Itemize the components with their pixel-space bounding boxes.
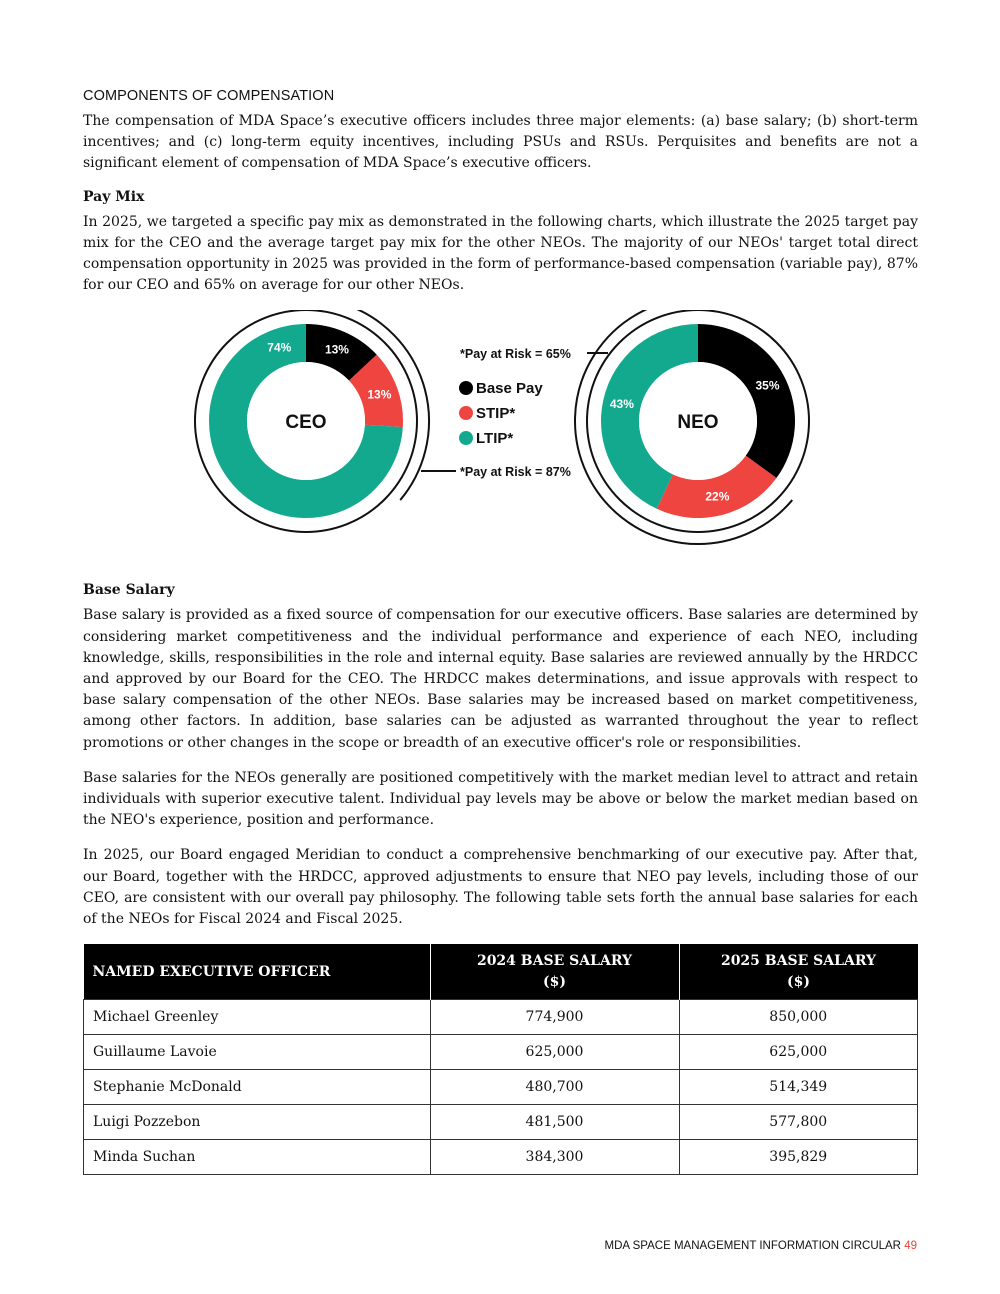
column-header-officer: NAMED EXECUTIVE OFFICER — [84, 944, 431, 1000]
base-salary-paragraph-2: Base salaries for the NEOs generally are positioned competitively with the market median level to attract and retain individuals with superior executive talent. Individual pay levels may be above or below the market median based on the NEO's experience, position and performance. — [83, 769, 918, 829]
intro-paragraph: The compensation of MDA Space’s executive officers includes three major elements: (a) base salary; (b) short-term incentives; and (c) long-term equity incentives, including PSUs and RSUs. Perquisites and benefits are not a significant element of compensation of MDA Space’s executive officers. — [83, 113, 918, 172]
legend-swatch — [459, 381, 473, 395]
slice-label: 74% — [267, 341, 292, 356]
table-row — [84, 1105, 918, 1140]
slice-label: 13% — [367, 388, 392, 403]
officer-name: Luigi Pozzebon — [84, 1105, 431, 1140]
salary-2024: 774,900 — [430, 1000, 679, 1035]
column-header-2025: 2025 BASE SALARY ($) — [679, 944, 918, 1000]
salary-2024: 384,300 — [430, 1140, 679, 1175]
salary-2025: 625,000 — [679, 1035, 918, 1070]
base-salary-paragraph-1: Base salary is provided as a fixed source of compensation for our executive officers. Base salaries are determined by considering market competitiveness and the individual performance and experience of each NEO, including knowledge, skills, responsibilities in the role and internal equity. Base salaries are reviewed annually by the HRDCC and approved by our Board for the CEO. The HRDCC makes determinations, and issue approvals with respect to base salary compensation of the other NEOs. Base salaries may be increased based on market competitiveness, among other factors. In addition, base salaries can be adjusted as warranted throughout the year to reflect promotions or other changes in the scope or breadth of an executive officer's role or responsibilities. — [83, 607, 918, 751]
salary-2024: 625,000 — [430, 1035, 679, 1070]
page-footer — [605, 1240, 917, 1252]
officer-name: Minda Suchan — [84, 1140, 431, 1175]
table-header-row — [84, 944, 918, 1000]
salary-2025: 577,800 — [679, 1105, 918, 1140]
legend-label: Base Pay — [476, 380, 543, 398]
officer-name: Stephanie McDonald — [84, 1070, 431, 1105]
neo-pay-at-risk-note: *Pay at Risk = 65% — [460, 347, 571, 362]
table-row — [84, 1140, 918, 1175]
base-salary-paragraph-3: In 2025, our Board engaged Meridian to conduct a comprehensive benchmarking of our executive pay. After that, our Board, together with the HRDCC, approved adjustments to ensure that NEO pay levels, including those of our CEO, are consistent with our overall pay philosophy. The following table sets forth the annual base salaries for each of the NEOs for Fiscal 2024 and Fiscal 2025. — [83, 847, 918, 928]
pay-mix-chart-svg — [83, 310, 918, 570]
column-header-2024: 2024 BASE SALARY ($) — [430, 944, 679, 1000]
pay-mix-paragraph: In 2025, we targeted a specific pay mix as demonstrated in the following charts, which illustrate the 2025 target pay mix for the CEO and the average target pay mix for the other NEOs. The majority of our NEOs' target total direct compensation opportunity in 2025 was provided in the form of performance-based compensation (variable pay), 87% for our CEO and 65% on average for our other NEOs. — [83, 213, 918, 294]
slice-label: 13% — [324, 342, 349, 357]
base-salary-table — [83, 944, 918, 1175]
table-row — [84, 1070, 918, 1105]
page-content — [83, 88, 918, 1175]
salary-2025: 514,349 — [679, 1070, 918, 1105]
table-row — [84, 1035, 918, 1070]
table-row — [84, 1000, 918, 1035]
officer-name: Guillaume Lavoie — [84, 1035, 431, 1070]
footer-text: MDA SPACE MANAGEMENT INFORMATION CIRCULAR — [604, 1240, 901, 1252]
section-heading: COMPONENTS OF COMPENSATION — [83, 88, 335, 104]
slice-label: 35% — [755, 379, 780, 394]
salary-2024: 480,700 — [430, 1070, 679, 1105]
base-salary-heading: Base Salary — [83, 582, 175, 599]
slice-label: 22% — [705, 489, 730, 504]
donut-center-label: NEO — [677, 412, 719, 434]
ceo-pay-at-risk-note: *Pay at Risk = 87% — [460, 465, 571, 480]
legend-swatch — [459, 431, 473, 445]
pay-mix-heading: Pay Mix — [83, 188, 145, 205]
officer-name: Michael Greenley — [84, 1000, 431, 1035]
legend-label: STIP* — [476, 405, 516, 423]
slice-label: 43% — [609, 397, 634, 412]
salary-2025: 395,829 — [679, 1140, 918, 1175]
pay-mix-charts — [83, 310, 918, 570]
page-number: 49 — [904, 1240, 917, 1252]
legend-swatch — [459, 406, 473, 420]
donut-center-label: CEO — [285, 412, 327, 434]
salary-2025: 850,000 — [679, 1000, 918, 1035]
legend-label: LTIP* — [476, 430, 514, 448]
salary-2024: 481,500 — [430, 1105, 679, 1140]
